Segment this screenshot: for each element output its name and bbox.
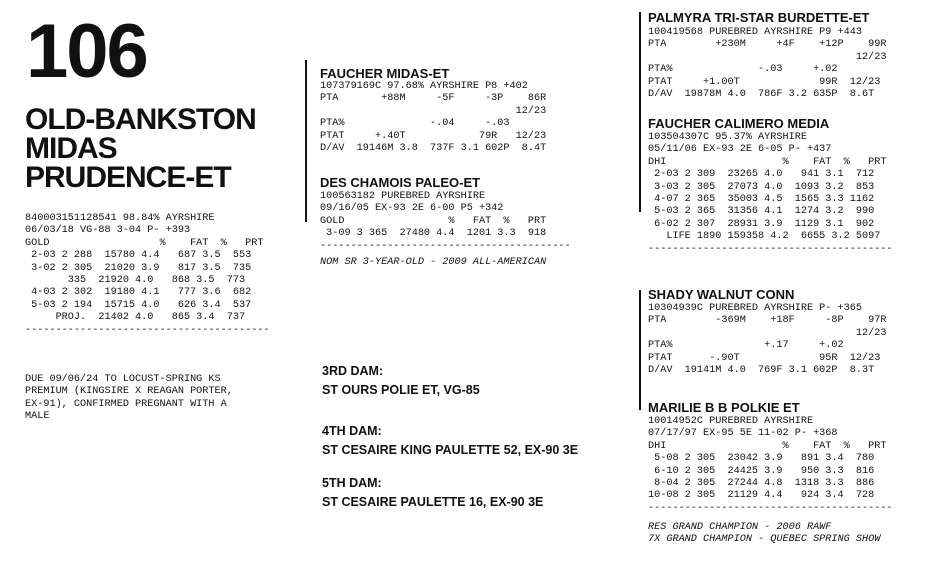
sire-evaluation: 107379169C 97.68% AYRSHIRE P8 +402 PTA +88M -5F -3P 86R 12/23 PTA% -.04 -.03 PTAT +.40T 79R 12/23 D/AV 19146M 3.8 737F 3.1 602P 8.4T bbox=[320, 81, 547, 155]
third-dam-label: 3RD DAM: bbox=[322, 364, 384, 378]
dam-name: DES CHAMOIS PALEO-ET bbox=[320, 175, 481, 190]
maternal-grandsire-evaluation: 10304939C PUREBRED AYRSHIRE P- +365 PTA -369M +18F -8P 97R 12/23 PTA% +.17 +.02 PTAT -.90T 95R 12/23 D/AV 19141M 4.0 769F 3.1 602P 8.3T bbox=[648, 303, 887, 377]
paternal-grandsire-evaluation: 100419568 PUREBRED AYRSHIRE P9 +443 PTA +230M +4F +12P 99R 12/23 PTA% -.03 +.02 PTAT +1.00T 99R 12/23 D/AV 19878M 4.0 786F 3.2 635P 8.6T bbox=[648, 27, 887, 101]
main-records: 840003151128541 98.84% AYRSHIRE 06/03/18 VG-88 3-04 P- +393 GOLD % FAT % PRT 2-03 2 288 15780 4.4 687 3.5 553 3-02 2 305 21020 3.9 817 3.5 735 335 21920 4.0 868 3.5 773 4-03 2 302 19180 4.1 777 3.6 682 5-03 2 194 15715 4.0 626 3.4 537 PROJ. 21402 4.0 865 3.4 737 ---------------------------------------- bbox=[25, 213, 270, 336]
maternal-granddam-awards: RES GRAND CHAMPION - 2006 RAWF 7X GRAND CHAMPION - QUEBEC SPRING SHOW bbox=[648, 522, 881, 546]
animal-name-line-1: OLD-BANKSTON bbox=[25, 103, 256, 136]
fifth-dam-label: 5TH DAM: bbox=[322, 476, 382, 490]
paternal-granddam-records: 103504307C 95.37% AYRSHIRE 05/11/06 EX-93 2E 6-05 P- +437 DHI % FAT % PRT 2-03 2 309 23265 4.0 941 3.1 712 3-03 2 305 27073 4.0 1093 3.2 853 4-07 2 365 35003 4.5 1565 3.3 1162 5-03 2 365 31356 4.1 1274 3.2 990 6-02 2 307 28931 3.9 1129 3.1 902 LIFE 1890 159358 4.2 6655 3.2 5097 ---------------------------------------- bbox=[648, 132, 893, 255]
animal-name-line-2: MIDAS bbox=[25, 132, 117, 165]
animal-name bbox=[25, 105, 256, 192]
fifth-dam-name: ST CESAIRE PAULETTE 16, EX-90 3E bbox=[322, 495, 544, 509]
third-dam-name: ST OURS POLIE ET, VG-85 bbox=[322, 383, 480, 397]
right-divider-2 bbox=[639, 290, 641, 410]
fourth-dam-name: ST CESAIRE KING PAULETTE 52, EX-90 3E bbox=[322, 443, 579, 457]
maternal-grandsire-name: SHADY WALNUT CONN bbox=[648, 287, 795, 302]
lot-number: 106 bbox=[26, 9, 147, 94]
paternal-grandsire-name: PALMYRA TRI-STAR BURDETTE-ET bbox=[648, 10, 870, 25]
sire-name: FAUCHER MIDAS-ET bbox=[320, 66, 450, 81]
dam-award: NOM SR 3-YEAR-OLD - 2009 ALL-AMERICAN bbox=[320, 257, 547, 268]
right-divider-1 bbox=[639, 12, 641, 212]
maternal-granddam-name: MARILIE B B POLKIE ET bbox=[648, 400, 800, 415]
paternal-granddam-name: FAUCHER CALIMERO MEDIA bbox=[648, 116, 830, 131]
dam-records: 100563182 PUREBRED AYRSHIRE 09/16/05 EX-93 2E 6-00 P5 +342 GOLD % FAT % PRT 3-09 3 365 27480 4.4 1201 3.3 918 ----------------------------------------- bbox=[320, 191, 571, 252]
animal-name-line-3: PRUDENCE-ET bbox=[25, 161, 231, 194]
maternal-granddam-records: 10014952C PUREBRED AYRSHIRE 07/17/97 EX-95 5E 11-02 P- +368 DHI % FAT % PRT 5-08 2 305 23042 3.9 891 3.4 780 6-10 2 305 24425 3.9 950 3.3 816 8-04 2 305 27244 4.8 1318 3.3 886 10-08 2 305 21129 4.4 924 3.4 728 ---------------------------------------- bbox=[648, 416, 893, 514]
due-note: DUE 09/06/24 TO LOCUST-SPRING KS PREMIUM (KINGSIRE X REAGAN PORTER, EX-91), CONFIRMED PREGNANT WITH A MALE bbox=[25, 374, 233, 423]
fourth-dam-label: 4TH DAM: bbox=[322, 424, 382, 438]
main-divider bbox=[305, 60, 307, 222]
